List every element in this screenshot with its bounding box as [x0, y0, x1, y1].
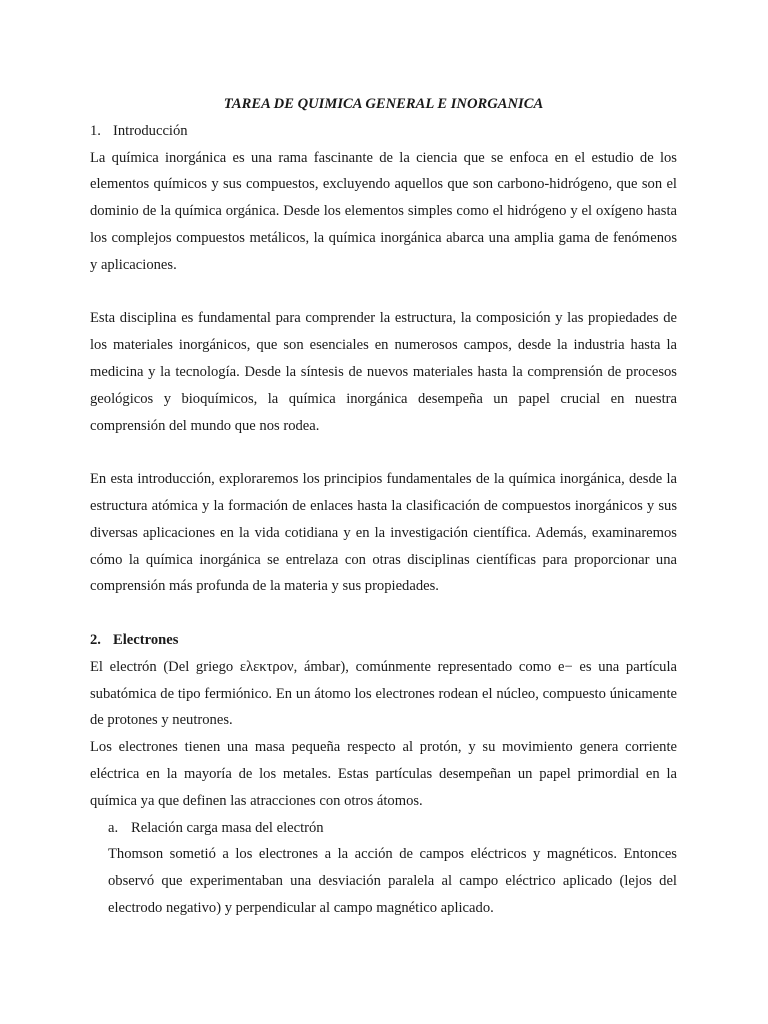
document-page: [90, 91, 677, 922]
paragraph-spacer: [90, 439, 677, 466]
paragraph: El electrón (Del griego ελεκτρον, ámbar), comúnmente representado como e− es una partícula subatómica de tipo fermiónico. En un átomo los electrones rodean el núcleo, compuesto únicamente de protones y neutrones.: [90, 658, 677, 729]
section-title: Electrones: [113, 631, 179, 648]
paragraph-spacer: [90, 600, 677, 627]
subsection-letter: a.: [108, 819, 119, 836]
paragraph: La química inorgánica es una rama fascinante de la ciencia que se enfoca en el estudio de los elementos químicos y sus compuestos, excluyendo aquellos que son carbono-hidrógeno, que son el dominio de la química orgánica. Desde los elementos simples como el hidrógeno y el oxígeno hasta los complejos compuestos metálicos, la química inorgánica abarca una amplia gama de fenómenos y aplicaciones.: [90, 149, 677, 273]
document-title: TAREA DE QUIMICA GENERAL E INORGANICA: [223, 96, 544, 112]
paragraph: Los electrones tienen una masa pequeña respecto al protón, y su movimiento genera corriente eléctrica en la mayoría de los metales. Estas partículas desempeñan un papel primordial en la química ya que definen las atracciones con otros átomos.: [90, 739, 677, 809]
paragraph-spacer: [90, 279, 677, 306]
subsection: [108, 815, 677, 922]
section-title: Introducción: [113, 122, 188, 139]
section-heading-introduccion: [90, 118, 677, 145]
subsection-heading: [108, 815, 677, 842]
paragraph: En esta introducción, exploraremos los principios fundamentales de la química inorgánica, desde la estructura atómica y la formación de enlaces hasta la clasificación de compuestos inorgánicos y sus diversas aplicaciones en la vida cotidiana y en la investigación científica. Además, examinaremos cómo la química inorgánica se entrelaza con otras disciplinas científicas para proporcionar una comprensión más profunda de la materia y sus propiedades.: [90, 471, 677, 595]
paragraph: Esta disciplina es fundamental para comprender la estructura, la composición y las propiedades de los materiales inorgánicos, que son esenciales en numerosos campos, desde la industria hasta la medicina y la tecnología. Desde la síntesis de nuevos materiales hasta la comprensión de procesos geológicos y bioquímicos, la química inorgánica desempeña un papel crucial en nuestra comprensión del mundo que nos rodea.: [90, 310, 677, 434]
section-heading-electrones: [90, 627, 677, 654]
section-number: 1.: [90, 122, 101, 139]
section-number: 2.: [90, 631, 101, 648]
paragraph: Thomson sometió a los electrones a la acción de campos eléctricos y magnéticos. Entonces observó que experimentaban una desviación paralela al campo eléctrico aplicado (lejos del electrodo negativo) y perpendicular al campo magnético aplicado.: [108, 846, 677, 916]
subsection-title: Relación carga masa del electrón: [131, 819, 324, 836]
